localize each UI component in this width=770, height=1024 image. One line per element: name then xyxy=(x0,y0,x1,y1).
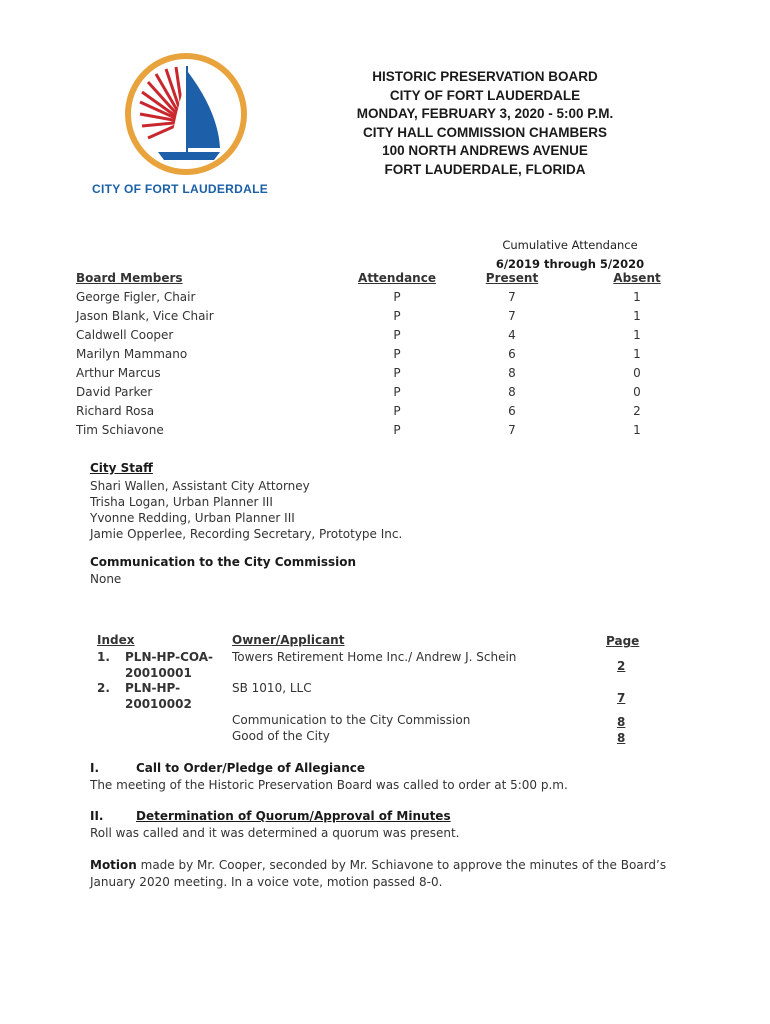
col-board-members: Board Members xyxy=(76,271,183,285)
member-absent: 1 xyxy=(633,347,641,361)
section-number: II. xyxy=(90,809,104,823)
header-line: FORT LAUDERDALE, FLORIDA xyxy=(384,161,586,177)
member-present: 8 xyxy=(508,385,516,399)
owner-applicant: SB 1010, LLC xyxy=(232,681,312,695)
member-present: 4 xyxy=(508,328,516,342)
city-staff-heading: City Staff xyxy=(90,461,153,475)
staff-member: Shari Wallen, Assistant City Attorney xyxy=(90,479,310,493)
member-attendance: P xyxy=(393,290,401,304)
member-present: 7 xyxy=(508,309,516,323)
page-link[interactable]: 7 xyxy=(617,691,626,705)
index-number: 2. xyxy=(97,681,110,695)
case-number-cont: 20010002 xyxy=(125,697,192,711)
member-name: Caldwell Cooper xyxy=(76,328,174,342)
motion-text: made by Mr. Cooper, seconded by Mr. Schiavone to approve the minutes of the Board’s xyxy=(136,858,667,872)
member-present: 6 xyxy=(508,347,516,361)
member-absent: 1 xyxy=(633,328,641,342)
member-name: Arthur Marcus xyxy=(76,366,161,380)
member-name: George Figler, Chair xyxy=(76,290,196,304)
member-absent: 2 xyxy=(633,404,641,418)
case-number: PLN-HP-COA- xyxy=(125,650,214,664)
member-name: David Parker xyxy=(76,385,153,399)
section-title: Determination of Quorum/Approval of Minutes xyxy=(136,809,451,823)
col-absent: Absent xyxy=(613,271,661,285)
member-name: Jason Blank, Vice Chair xyxy=(76,309,214,323)
section-number: I. xyxy=(90,761,100,775)
city-name-caption: CITY OF FORT LAUDERDALE xyxy=(92,182,269,196)
member-name: Marilyn Mammano xyxy=(76,347,188,361)
index-number: 1. xyxy=(97,650,110,664)
communication-body: None xyxy=(90,572,122,586)
motion-paragraph xyxy=(90,857,720,891)
section-body: Roll was called and it was determined a quorum was present. xyxy=(90,826,460,840)
section-call-to-order xyxy=(90,760,710,794)
member-attendance: P xyxy=(393,385,401,399)
case-number: PLN-HP- xyxy=(125,681,181,695)
page-link[interactable]: 2 xyxy=(617,659,626,673)
cumulative-title: Cumulative Attendance xyxy=(502,238,638,252)
staff-member: Yvonne Redding, Urban Planner III xyxy=(90,511,295,525)
member-absent: 0 xyxy=(633,385,641,399)
col-page: Page xyxy=(606,634,640,648)
member-attendance: P xyxy=(393,309,401,323)
communication-heading: Communication to the City Commission xyxy=(90,555,357,569)
member-attendance: P xyxy=(393,423,401,437)
header-line: CITY OF FORT LAUDERDALE xyxy=(389,87,581,103)
header-line: CITY HALL COMMISSION CHAMBERS xyxy=(362,124,607,140)
cumulative-range: 6/2019 through 5/2020 xyxy=(495,257,645,271)
header-line: MONDAY, FEBRUARY 3, 2020 - 5:00 P.M. xyxy=(356,106,614,121)
member-absent: 1 xyxy=(633,290,641,304)
staff-member: Jamie Opperlee, Recording Secretary, Prototype Inc. xyxy=(90,527,403,541)
header-line: 100 NORTH ANDREWS AVENUE xyxy=(382,143,588,158)
owner-applicant: Towers Retirement Home Inc./ Andrew J. Schein xyxy=(232,650,517,664)
member-present: 7 xyxy=(508,290,516,304)
section-quorum xyxy=(90,808,710,842)
col-owner-applicant: Owner/Applicant xyxy=(232,633,345,647)
member-attendance: P xyxy=(393,366,401,380)
member-present: 6 xyxy=(508,404,516,418)
index-extra-label: Good of the City xyxy=(232,729,330,743)
motion-text-cont: January 2020 meeting. In a voice vote, motion passed 8-0. xyxy=(90,875,443,889)
member-attendance: P xyxy=(393,347,401,361)
member-attendance: P xyxy=(393,404,401,418)
member-absent: 1 xyxy=(633,423,641,437)
member-attendance: P xyxy=(393,328,401,342)
member-absent: 1 xyxy=(633,309,641,323)
member-name: Tim Schiavone xyxy=(76,423,164,437)
col-index: Index xyxy=(97,633,135,647)
col-present: Present xyxy=(485,271,539,285)
header-line: HISTORIC PRESERVATION BOARD xyxy=(372,69,598,84)
member-name: Richard Rosa xyxy=(76,404,155,418)
staff-member: Trisha Logan, Urban Planner III xyxy=(90,495,273,509)
case-number-cont: 20010001 xyxy=(125,666,192,680)
member-present: 7 xyxy=(508,423,516,437)
member-absent: 0 xyxy=(633,366,641,380)
page-link[interactable]: 8 xyxy=(617,715,626,729)
page-link[interactable]: 8 xyxy=(617,731,626,745)
member-present: 8 xyxy=(508,366,516,380)
motion-label: Motion xyxy=(90,858,137,872)
section-body: The meeting of the Historic Preservation Board was called to order at 5:00 p.m. xyxy=(90,778,568,792)
col-attendance: Attendance xyxy=(358,271,436,285)
index-extra-label: Communication to the City Commission xyxy=(232,713,471,727)
section-title: Call to Order/Pledge of Allegiance xyxy=(136,761,366,775)
